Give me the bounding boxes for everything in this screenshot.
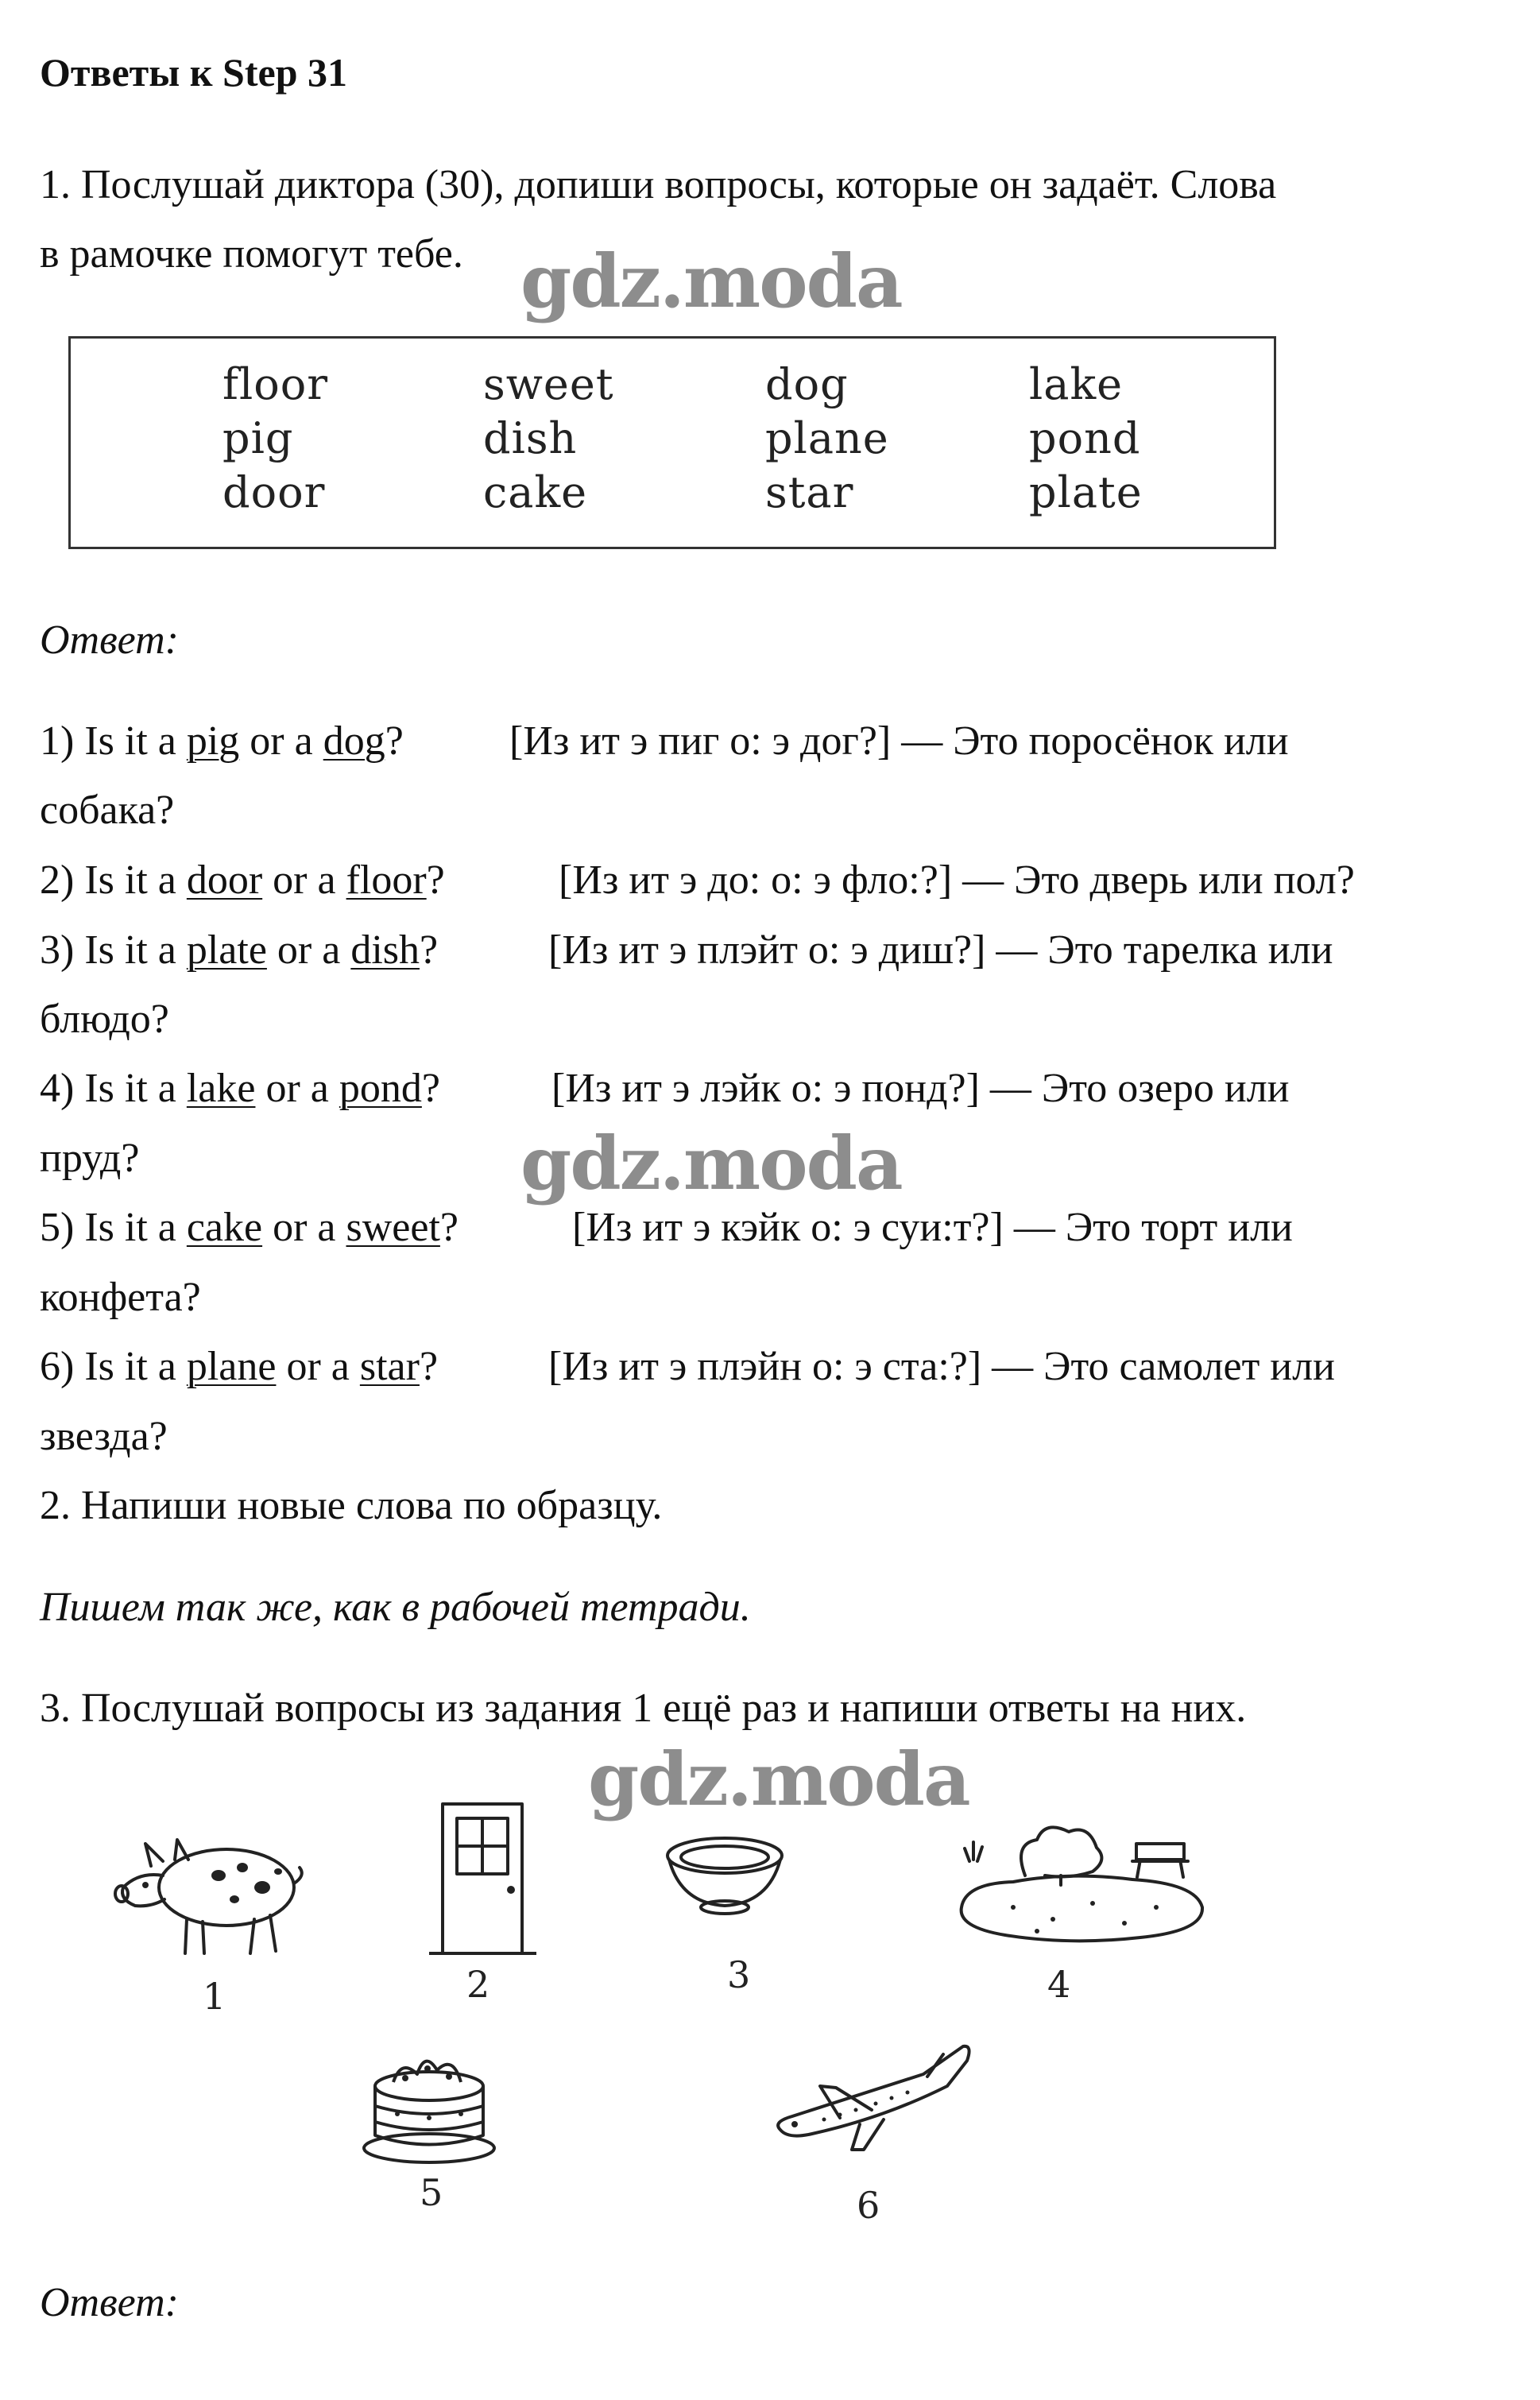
- word-box-item: pig: [222, 413, 294, 463]
- word-box-item: dog: [765, 359, 849, 409]
- answer-continuation: собака?: [40, 788, 175, 833]
- watermark: gdz.moda: [520, 1121, 902, 1206]
- task3-instruction: 3. Послушай вопросы из задания 1 ещё раз и напиши ответы на них.: [40, 1686, 1247, 1731]
- picture-number: 2: [466, 1963, 490, 2006]
- word-box-item: plate: [1029, 467, 1143, 517]
- watermark: gdz.moda: [588, 1736, 969, 1822]
- answer-word: cake: [186, 1205, 263, 1250]
- answer-word: sweet: [346, 1205, 440, 1250]
- answer-word: dish: [350, 927, 420, 973]
- word-box-item: floor: [222, 359, 329, 409]
- answer-word: dog: [323, 718, 385, 764]
- word-box-item: lake: [1029, 359, 1124, 409]
- answer-label: Ответ:: [40, 2280, 179, 2325]
- word-box-item: dish: [483, 413, 578, 463]
- door-icon: [425, 1794, 540, 1961]
- answer-question: 2) Is it a door or a floor?: [40, 857, 445, 903]
- word-box-item: cake: [483, 467, 588, 517]
- picture-number: 5: [420, 2171, 443, 2214]
- answer-word: star: [359, 1344, 420, 1389]
- picture-number: 3: [727, 1953, 751, 1996]
- answer-question: 4) Is it a lake or a pond?: [40, 1066, 440, 1111]
- pond-icon: [950, 1812, 1212, 1947]
- answer-word: plate: [186, 927, 267, 973]
- answer-continuation: пруд?: [40, 1136, 140, 1181]
- word-box-item: door: [222, 467, 326, 517]
- answer-label: Ответ:: [40, 617, 179, 663]
- answer-transcription: [Из ит э кэйк о: э суи:т?] — Это торт или: [572, 1205, 1293, 1250]
- answer-transcription: [Из ит э плэйт о: э диш?] — Это тарелка или: [548, 927, 1333, 973]
- picture-number: 1: [203, 1975, 226, 2018]
- plane-icon: [764, 2030, 979, 2166]
- task2-instruction: 2. Напиши новые слова по образцу.: [40, 1483, 663, 1528]
- task2-note: Пишем так же, как в рабочей тетради.: [40, 1585, 751, 1630]
- answer-transcription: [Из ит э пиг о: э дог?] — Это поросёнок или: [509, 718, 1289, 764]
- answer-continuation: конфета?: [40, 1275, 201, 1320]
- answer-word: plane: [186, 1344, 277, 1389]
- page-title: Ответы к Step 31: [40, 50, 348, 95]
- answer-question: 6) Is it a plane or a star?: [40, 1344, 439, 1389]
- answer-question: 3) Is it a plate or a dish?: [40, 927, 439, 973]
- answer-transcription: [Из ит э плэйн о: э ста:?] — Это самолет или: [548, 1344, 1335, 1389]
- word-box-item: sweet: [483, 359, 614, 409]
- word-box-item: star: [765, 467, 854, 517]
- word-box-item: plane: [765, 413, 889, 463]
- answer-word: door: [186, 857, 263, 903]
- answer-continuation: звезда?: [40, 1414, 168, 1459]
- pig-icon: [107, 1812, 310, 1959]
- answer-continuation: блюдо?: [40, 997, 169, 1042]
- cake-icon: [358, 2046, 501, 2166]
- task1-instruction-line1: 1. Послушай диктора (30), допиши вопросы, которые он задаёт. Слова: [40, 162, 1277, 207]
- answer-transcription: [Из ит э до: о: э фло:?] — Это дверь или пол?: [559, 857, 1355, 903]
- picture-number: 6: [857, 2184, 880, 2227]
- dish-icon: [661, 1828, 788, 1923]
- watermark: gdz.moda: [520, 238, 902, 324]
- answer-transcription: [Из ит э лэйк о: э понд?] — Это озеро или: [551, 1066, 1290, 1111]
- answer-word: floor: [346, 857, 427, 903]
- task1-instruction-line2: в рамочке помогут тебе.: [40, 231, 463, 277]
- answer-question: 1) Is it a pig or a dog?: [40, 718, 404, 764]
- word-box-item: pond: [1029, 413, 1141, 463]
- answer-question: 5) Is it a cake or a sweet?: [40, 1205, 459, 1250]
- answer-word: lake: [186, 1066, 256, 1111]
- answer-word: pond: [339, 1066, 422, 1111]
- answer-word: pig: [186, 718, 240, 764]
- picture-number: 4: [1047, 1963, 1071, 2006]
